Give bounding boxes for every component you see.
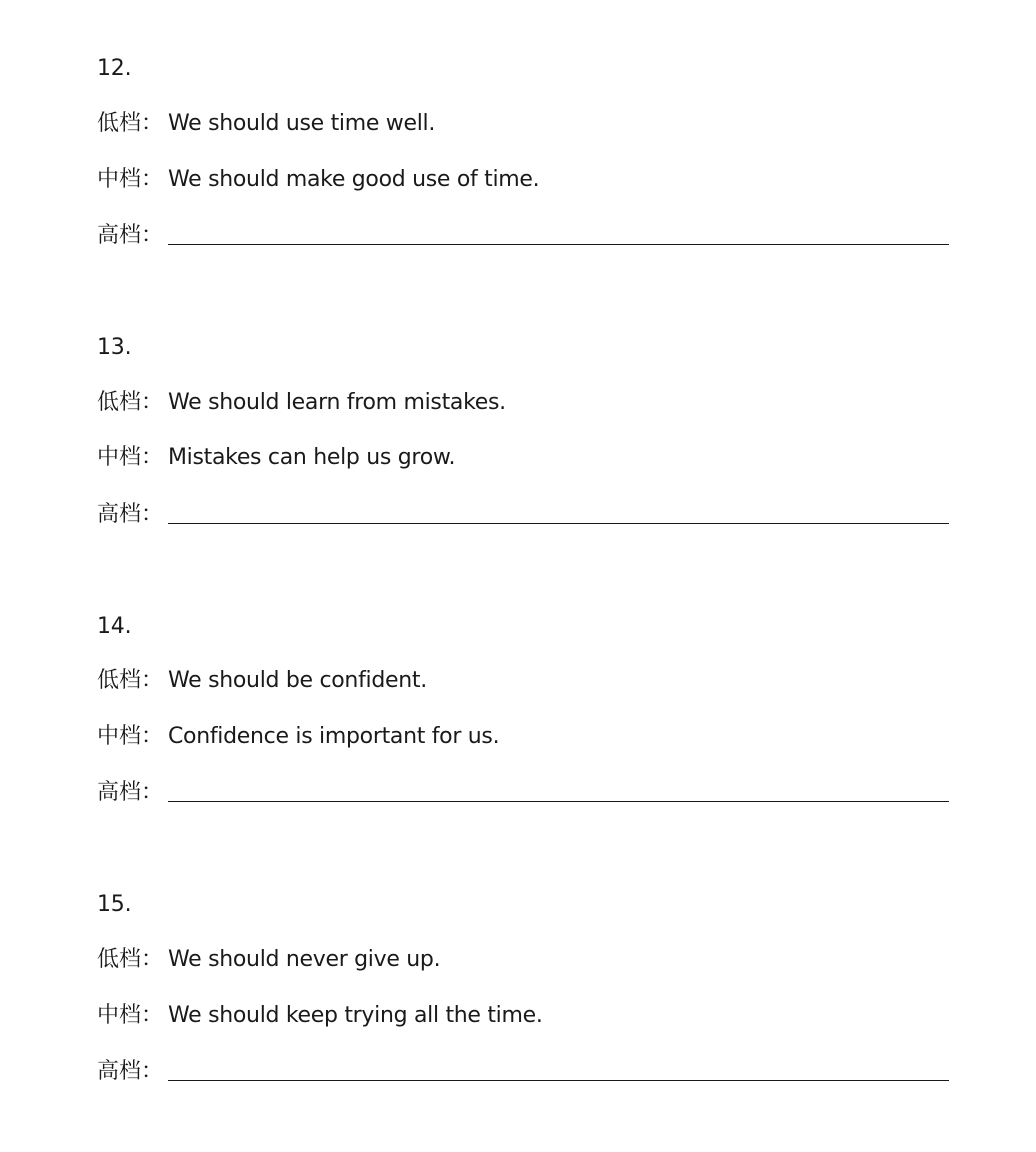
high-level-answer-line[interactable] xyxy=(168,244,949,245)
high-level-label: 高档： xyxy=(97,502,164,527)
high-level-answer-line[interactable] xyxy=(168,801,949,802)
high-level-answer-line[interactable] xyxy=(168,1080,949,1081)
item-number: 12. xyxy=(97,56,132,81)
high-level-label: 高档： xyxy=(97,223,164,248)
low-level-sentence: We should use time well. xyxy=(168,111,436,136)
mid-level-row xyxy=(97,165,949,195)
mid-level-sentence: Mistakes can help us grow. xyxy=(168,445,456,470)
low-level-label: 低档： xyxy=(97,111,164,136)
high-level-row xyxy=(97,221,949,251)
mid-level-label: 中档： xyxy=(97,724,164,749)
mid-level-label: 中档： xyxy=(97,167,164,192)
mid-level-row xyxy=(97,722,949,752)
low-level-sentence: We should be confident. xyxy=(168,668,427,693)
high-level-row xyxy=(97,778,949,808)
mid-level-row xyxy=(97,1001,949,1031)
low-level-label: 低档： xyxy=(97,947,164,972)
high-level-label: 高档： xyxy=(97,1059,164,1084)
low-level-row xyxy=(97,109,949,139)
low-level-label: 低档： xyxy=(97,668,164,693)
mid-level-sentence: We should keep trying all the time. xyxy=(168,1003,543,1028)
low-level-row xyxy=(97,388,949,418)
mid-level-label: 中档： xyxy=(97,1003,164,1028)
mid-level-sentence: Confidence is important for us. xyxy=(168,724,500,749)
item-number: 14. xyxy=(97,614,132,639)
high-level-row xyxy=(97,1057,949,1087)
mid-level-label: 中档： xyxy=(97,445,164,470)
low-level-sentence: We should never give up. xyxy=(168,947,441,972)
high-level-label: 高档： xyxy=(97,780,164,805)
low-level-row xyxy=(97,945,949,975)
item-number: 13. xyxy=(97,335,132,360)
high-level-row xyxy=(97,500,949,530)
low-level-row xyxy=(97,666,949,696)
item-number: 15. xyxy=(97,892,132,917)
mid-level-sentence: We should make good use of time. xyxy=(168,167,540,192)
mid-level-row xyxy=(97,443,949,473)
high-level-answer-line[interactable] xyxy=(168,523,949,524)
low-level-label: 低档： xyxy=(97,390,164,415)
low-level-sentence: We should learn from mistakes. xyxy=(168,390,506,415)
